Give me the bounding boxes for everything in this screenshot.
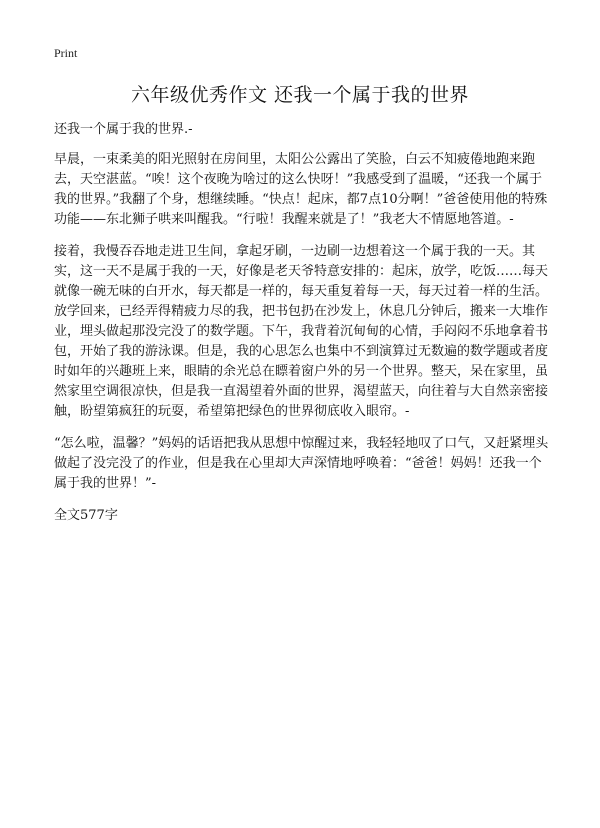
print-link[interactable]: Print [54, 46, 78, 60]
article-body [54, 120, 552, 526]
paragraph-3: “怎么啦，温馨？”妈妈的话语把我从思想中惊醒过来，我轻轻地叹了口气，又赶紧埋头做起了没完没了的作业，但是我在心里却大声深情地呼唤着：“爸爸！妈妈！还我一个属于我的世界！”- [54, 436, 549, 491]
paragraph-1: 早晨，一束柔美的阳光照射在房间里，太阳公公露出了笑脸，白云不知疲倦地跑来跑去，天空湛蓝。“唉！这个夜晚为啥过的这么快呀！”我感受到了温暖，“还我一个属于我的世界。”我翻了个身，想继续睡。“快点！起床，都7点10分啊！”爸爸使用他的特殊功能——东北狮子哄来叫醒我。“行啦！我醒来就是了！”我老大不情愿地答道。- [54, 152, 548, 227]
page-title: 六年级优秀作文 还我一个属于我的世界 [130, 84, 470, 106]
paragraph-2: 接着，我慢吞吞地走进卫生间，拿起牙刷，一边刷一边想着这一个属于我的一天。其实，这一天不是属于我的一天，好像是老天爷特意安排的：起床，放学，吃饭……每天就像一碗无味的白开水，每天都是一样的，每天重复着每一天，每天过着一样的生活。放学回来，已经弄得精疲力尽的我，把书包扔在沙发上，休息几分钟后，搬来一大堆作业，埋头做起那没完没了的数学题。下午，我背着沉甸甸的心情，手闷闷不乐地拿着书包，开始了我的游泳课。但是，我的心思怎么也集中不到演算过无数遍的数学题或者度时如年的兴趣班上来，眼睛的余光总在瞟着窗户外的另一个世界。整天，呆在家里，虽然家里空调很凉快，但是我一直渴望着外面的世界，渴望蓝天，向往着与大自然亲密接触，盼望第疯狂的玩耍，希望第把绿色的世界彻底收入眼帘。- [54, 244, 549, 419]
article-subtitle: 还我一个属于我的世界.- [54, 122, 193, 137]
word-count: 全文577字 [54, 508, 118, 523]
